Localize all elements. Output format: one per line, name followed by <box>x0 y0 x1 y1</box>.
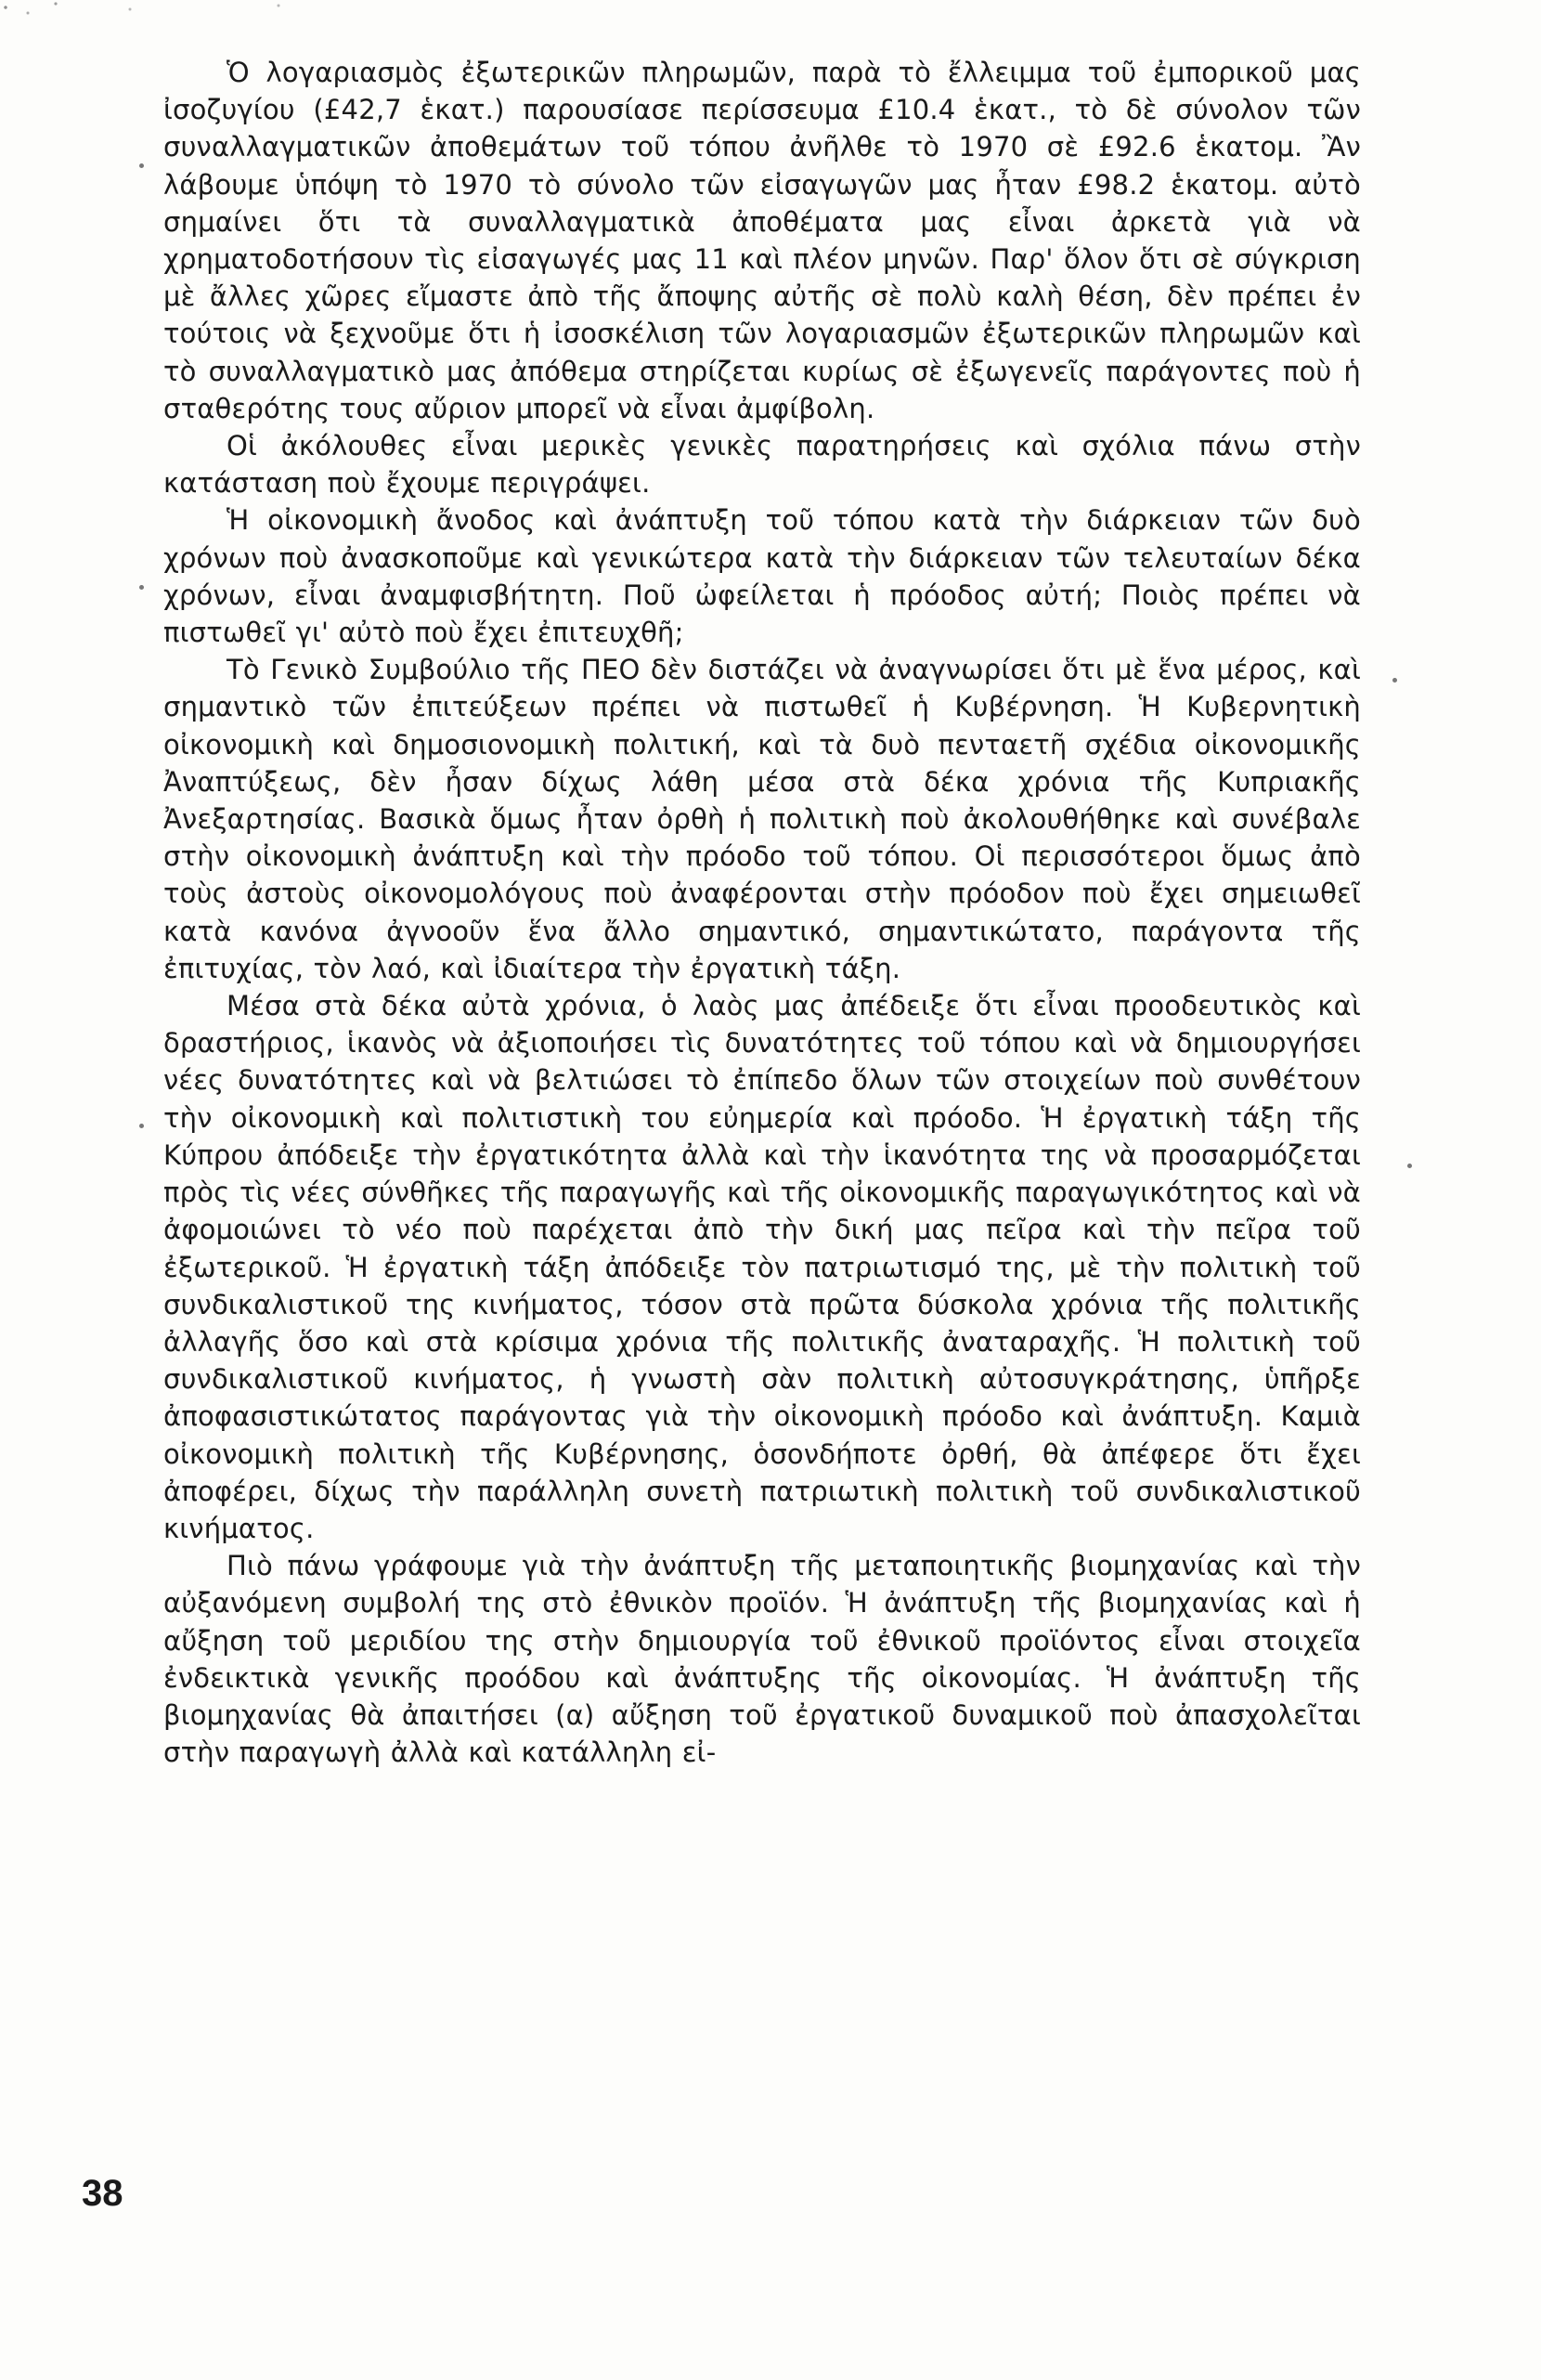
margin-dot <box>1407 1164 1412 1168</box>
paragraph-economic-growth-question: Ἡ οἰκονομικὴ ἄνοδος καὶ ἀνάπτυξη τοῦ τόπου κατὰ τὴν διάρκειαν τῶν δυὸ χρόνων ποὺ ἀνασκοποῦμε καὶ γενικώτερα κατὰ τὴν διάρκειαν τῶν τελευταίων δέκα χρόνων, εἶναι ἀναμφισβήτητη. Ποῦ ὠφείλεται ἡ πρόοδος αὐτή; Ποιὸς πρέπει νὰ πιστωθεῖ γι' αὐτὸ ποὺ ἔχει ἐπιτευχθῆ; <box>163 504 1361 649</box>
margin-dot <box>139 1124 144 1128</box>
page-number: 38 <box>82 2173 123 2214</box>
margin-dot <box>139 585 144 590</box>
paragraph-external-payments: Ὁ λογαριασμὸς ἐξωτερικῶν πληρωμῶν, παρὰ τὸ ἔλλειμμα τοῦ ἐμπορικοῦ μας ἰσοζυγίου (£42,7 ἑκατ.) παρουσίασε περίσσευμα £10.4 ἑκατ., τὸ δὲ σύνολον τῶν συναλλαγματικῶν ἀποθεμάτων τοῦ τόπου ἀνῆλθε τὸ 1970 σὲ £92.6 ἑκατομ. Ἂν λάβουμε ὑπόψη τὸ 1970 τὸ σύνολο τῶν εἰσαγωγῶν μας ἦταν £98.2 ἑκατομ. αὐτὸ σημαίνει ὅτι τὰ συναλλαγματικὰ ἀποθέματα μας εἶναι ἀρκετὰ γιὰ νὰ χρηματοδοτήσουν τὶς εἰσαγωγές μας 11 καὶ πλέον μηνῶν. Παρ' ὅλον ὅτι σὲ σύγκριση μὲ ἄλλες χῶρες εἴμαστε ἀπὸ τῆς ἄποψης αὐτῆς σὲ πολὺ καλὴ θέση, δὲν πρέπει ἐν τούτοις νὰ ξεχνοῦμε ὅτι ἡ ἰσοσκέλιση τῶν λογαριασμῶν ἐξωτερικῶν πληρωμῶν καὶ τὸ συναλλαγματικὸ μας ἀπόθεμα στηρίζεται κυρίως σὲ ἐξωγενεῖς παράγοντες ποὺ ἡ σταθερότης τους αὔριον μπορεῖ νὰ εἶναι ἀμφίβολη. <box>163 57 1361 424</box>
paragraph-observations-intro: Οἱ ἀκόλουθες εἶναι μερικὲς γενικὲς παρατηρήσεις καὶ σχόλια πάνω στὴν κατάσταση ποὺ ἔχουμε περιγράψει. <box>163 430 1361 500</box>
body-text <box>163 54 1361 1771</box>
scan-artifact <box>0 0 353 37</box>
paragraph-working-class: Μέσα στὰ δέκα αὐτὰ χρόνια, ὁ λαὸς μας ἀπέδειξε ὅτι εἶναι προοδευτικὸς καὶ δραστήριος, ἱκανὸς νὰ ἀξιοποιήσει τὶς δυνατότητες τοῦ τόπου καὶ νὰ δημιουργήσει νέες δυνατότητες καὶ νὰ βελτιώσει τὸ ἐπίπεδο ὅλων τῶν στοιχείων ποὺ συνθέτουν τὴν οἰκονομικὴ καὶ πολιτιστικὴ του εὐημερία καὶ πρόοδο. Ἡ ἐργατικὴ τάξη τῆς Κύπρου ἀπόδειξε τὴν ἐργατικότητα ἀλλὰ καὶ τὴν ἱκανότητα της νὰ προσαρμόζεται πρὸς τὶς νέες σύνθῆκες τῆς παραγωγῆς καὶ τῆς οἰκονομικῆς παραγωγικότητος καὶ νὰ ἀφομοιώνει τὸ νέο ποὺ παρέχεται ἀπὸ τὴν δική μας πεῖρα καὶ τὴν πεῖρα τοῦ ἐξωτερικοῦ. Ἡ ἐργατικὴ τάξη ἀπόδειξε τὸν πατριωτισμό της, μὲ τὴν πολιτικὴ τοῦ συνδικαλιστικοῦ της κινήματος, τόσον στὰ πρῶτα δύσκολα χρόνια τῆς πολιτικῆς ἀλλαγῆς ὅσο καὶ στὰ κρίσιμα χρόνια τῆς πολιτικῆς ἀναταραχῆς. Ἡ πολιτικὴ τοῦ συνδικαλιστικοῦ κινήματος, ἡ γνωστὴ σὰν πολιτικὴ αὐτοσυγκράτησης, ὑπῆρξε ἀποφασιστικώτατος παράγοντας γιὰ τὴν οἰκονομικὴ πρόοδο καὶ ἀνάπτυξη. Καμιὰ οἰκονομικὴ πολιτικὴ τῆς Κυβέρνησης, ὁσονδήποτε ὀρθή, θὰ ἀπέφερε ὅτι ἔχει ἀποφέρει, δίχως τὴν παράλληλη συνετὴ πατριωτικὴ πολιτικὴ τοῦ συνδικαλιστικοῦ κινήματος. <box>163 990 1361 1544</box>
paragraph-general-council: Τὸ Γενικὸ Συμβούλιο τῆς ΠΕΟ δὲν διστάζει νὰ ἀναγνωρίσει ὅτι μὲ ἕνα μέρος, καὶ σημαντικὸ τῶν ἐπιτεύξεων πρέπει νὰ πιστωθεῖ ἡ Κυβέρνηση. Ἡ Κυβερνητικὴ οἰκονομικὴ καὶ δημοσιονομικὴ πολιτική, καὶ τὰ δυὸ πενταετῆ σχέδια οἰκονομικῆς Ἀναπτύξεως, δὲν ἦσαν δίχως λάθη μέσα στὰ δέκα χρόνια τῆς Κυπριακῆς Ἀνεξαρτησίας. Βασικὰ ὅμως ἦταν ὀρθὴ ἡ πολιτικὴ ποὺ ἀκολουθήθηκε καὶ συνέβαλε στὴν οἰκονομικὴ ἀνάπτυξη καὶ τὴν πρόοδο τοῦ τόπου. Οἱ περισσότεροι ὅμως ἀπὸ τοὺς ἀστοὺς οἰκονομολόγους ποὺ ἀναφέρονται στὴν πρόοδον ποὺ ἔχει σημειωθεῖ κατὰ κανόνα ἀγνοοῦν ἕνα ἄλλο σημαντικό, σημαντικώτατο, παράγοντα τῆς ἐπιτυχίας, τὸν λαό, καὶ ἰδιαίτερα τὴν ἐργατικὴ τάξη. <box>163 654 1361 984</box>
margin-dot <box>139 163 144 168</box>
paragraph-industry-development: Πιὸ πάνω γράφουμε γιὰ τὴν ἀνάπτυξη τῆς μεταποιητικῆς βιομηχανίας καὶ τὴν αὐξανόμενη συμβολή της στὸ ἐθνικὸν προϊόν. Ἡ ἀνάπτυξη τῆς βιομηχανίας καὶ ἡ αὔξηση τοῦ μεριδίου της στὴν δημιουργία τοῦ ἐθνικοῦ προϊόντος εἶναι στοιχεῖα ἐνδεικτικὰ γενικῆς προόδου καὶ ἀνάπτυξης τῆς οἰκονομίας. Ἡ ἀνάπτυξη τῆς βιομηχανίας θὰ ἀπαιτήσει (α) αὔξηση τοῦ ἐργατικοῦ δυναμικοῦ ποὺ ἀπασχολεῖται στὴν παραγωγὴ ἀλλὰ καὶ κατάλληλη εἰ- <box>163 1550 1361 1769</box>
margin-dot <box>1392 678 1397 683</box>
